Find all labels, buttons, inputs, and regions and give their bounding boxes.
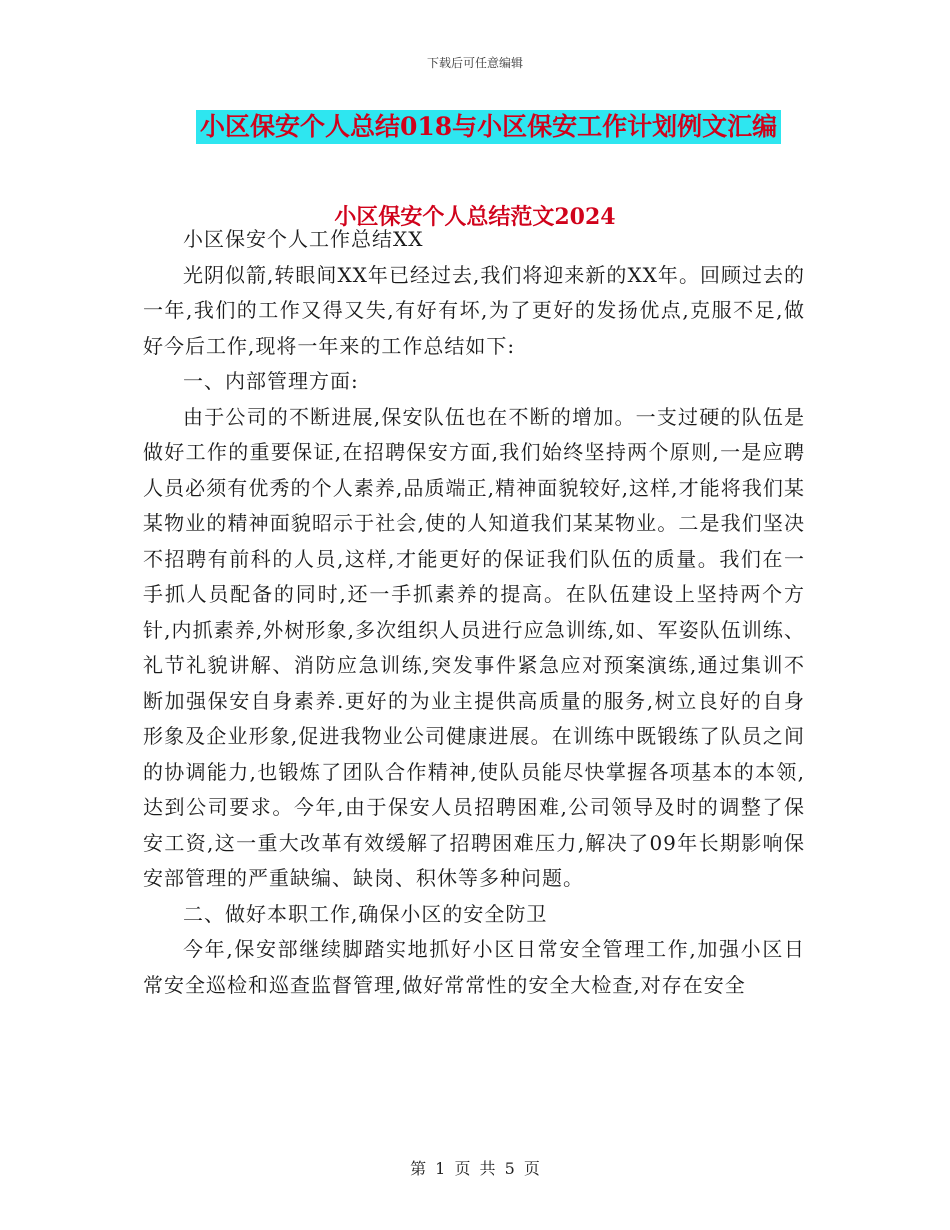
header-note: 下载后可任意编辑 bbox=[426, 56, 523, 70]
paragraph-heading: 小区保安个人工作总结XX bbox=[183, 227, 424, 251]
document-body bbox=[143, 222, 805, 1003]
section-heading-2: 二、做好本职工作,确保小区的安全防卫 bbox=[183, 901, 548, 926]
document-sub-title: 小区保安个人总结范文2024 bbox=[334, 204, 616, 230]
page-number: 第 1 页 共 5 页 bbox=[410, 1159, 540, 1178]
paragraph-section-1: 由于公司的不断进展,保安队伍也在不断的增加。一支过硬的队伍是做好工作的重要保证,在招聘保安方面,我们始终坚持两个原则,一是应聘人员必须有优秀的个人素养,品质端正,精神面貌较好,这样,才能将我们某某物业的精神面貌昭示于社会,使的人知道我们某某物业。二是我们坚决不招聘有前科的人员,这样,才能更好的保证我们队伍的质量。我们在一手抓人员配备的同时,还一手抓素养的提高。在队伍建设上坚持两个方针,内抓素养,外树形象,多次组织人员进行应急训练,如、军姿队伍训练、礼节礼貌讲解、消防应急训练,突发事件紧急应对预案演练,通过集训不断加强保安自身素养.更好的为业主提供高质量的服务,树立良好的自身形象及企业形象,促进我物业公司健康进展。在训练中既锻练了队员之间的协调能力,也锻炼了团队合作精神,使队员能尽快掌握各项基本的本领,达到公司要求。今年,由于保安人员招聘困难,公司领导及时的调整了保安工资,这一重大改革有效缓解了招聘困难压力,解决了09年长期影响保安部管理的严重缺编、缺岗、积休等多种问题。 bbox=[143, 404, 805, 890]
paragraph-section-2: 今年,保安部继续脚踏实地抓好小区日常安全管理工作,加强小区日常安全巡检和巡查监督管理,做好常常性的安全大检查,对存在安全 bbox=[143, 937, 805, 997]
document-main-title: 小区保安个人总结018与小区保安工作计划例文汇编 bbox=[196, 110, 781, 144]
section-heading-1: 一、内部管理方面: bbox=[183, 369, 359, 393]
paragraph-intro: 光阴似箭,转眼间XX年已经过去,我们将迎来新的XX年。回顾过去的一年,我们的工作又得又失,有好有坏,为了更好的发扬优点,克服不足,做好今后工作,现将一年来的工作总结如下: bbox=[143, 262, 805, 358]
